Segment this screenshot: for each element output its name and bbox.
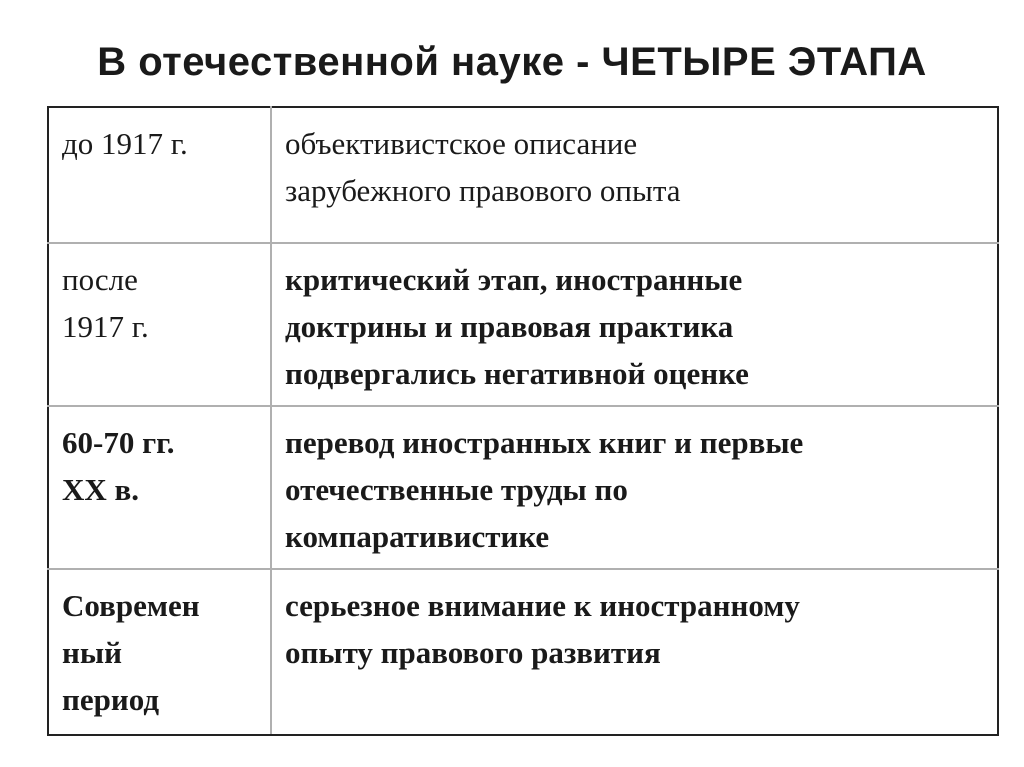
table-row: [48, 406, 998, 569]
table-row: [48, 107, 998, 243]
description-cell: [271, 406, 998, 569]
period-text: Современ ный период: [62, 588, 200, 717]
description-text: критический этап, иностранные доктрины и правовая практика подвергались негативной оценке: [285, 262, 749, 391]
description-cell: [271, 107, 998, 243]
description-cell: [271, 569, 998, 735]
period-text: до 1917 г.: [62, 126, 188, 161]
slide-title-prefix: В отечественной науке -: [97, 40, 602, 84]
period-cell: [48, 243, 271, 406]
table-row: [48, 243, 998, 406]
period-cell: [48, 569, 271, 735]
period-cell: [48, 107, 271, 243]
description-cell: [271, 243, 998, 406]
period-text: 60-70 гг. XX в.: [62, 425, 175, 507]
description-text: перевод иностранных книг и первые отечественные труды по компаративистике: [285, 425, 804, 554]
period-cell: [48, 406, 271, 569]
description-text: объективистское описание зарубежного правового опыта: [285, 126, 681, 208]
slide-title: [0, 40, 1024, 85]
description-text: серьезное внимание к иностранному опыту правового развития: [285, 588, 800, 670]
period-text: после 1917 г.: [62, 262, 149, 344]
table-row: [48, 569, 998, 735]
slide-title-caps: ЧЕТЫРЕ ЭТАПА: [601, 40, 927, 84]
stages-table: [47, 106, 999, 736]
